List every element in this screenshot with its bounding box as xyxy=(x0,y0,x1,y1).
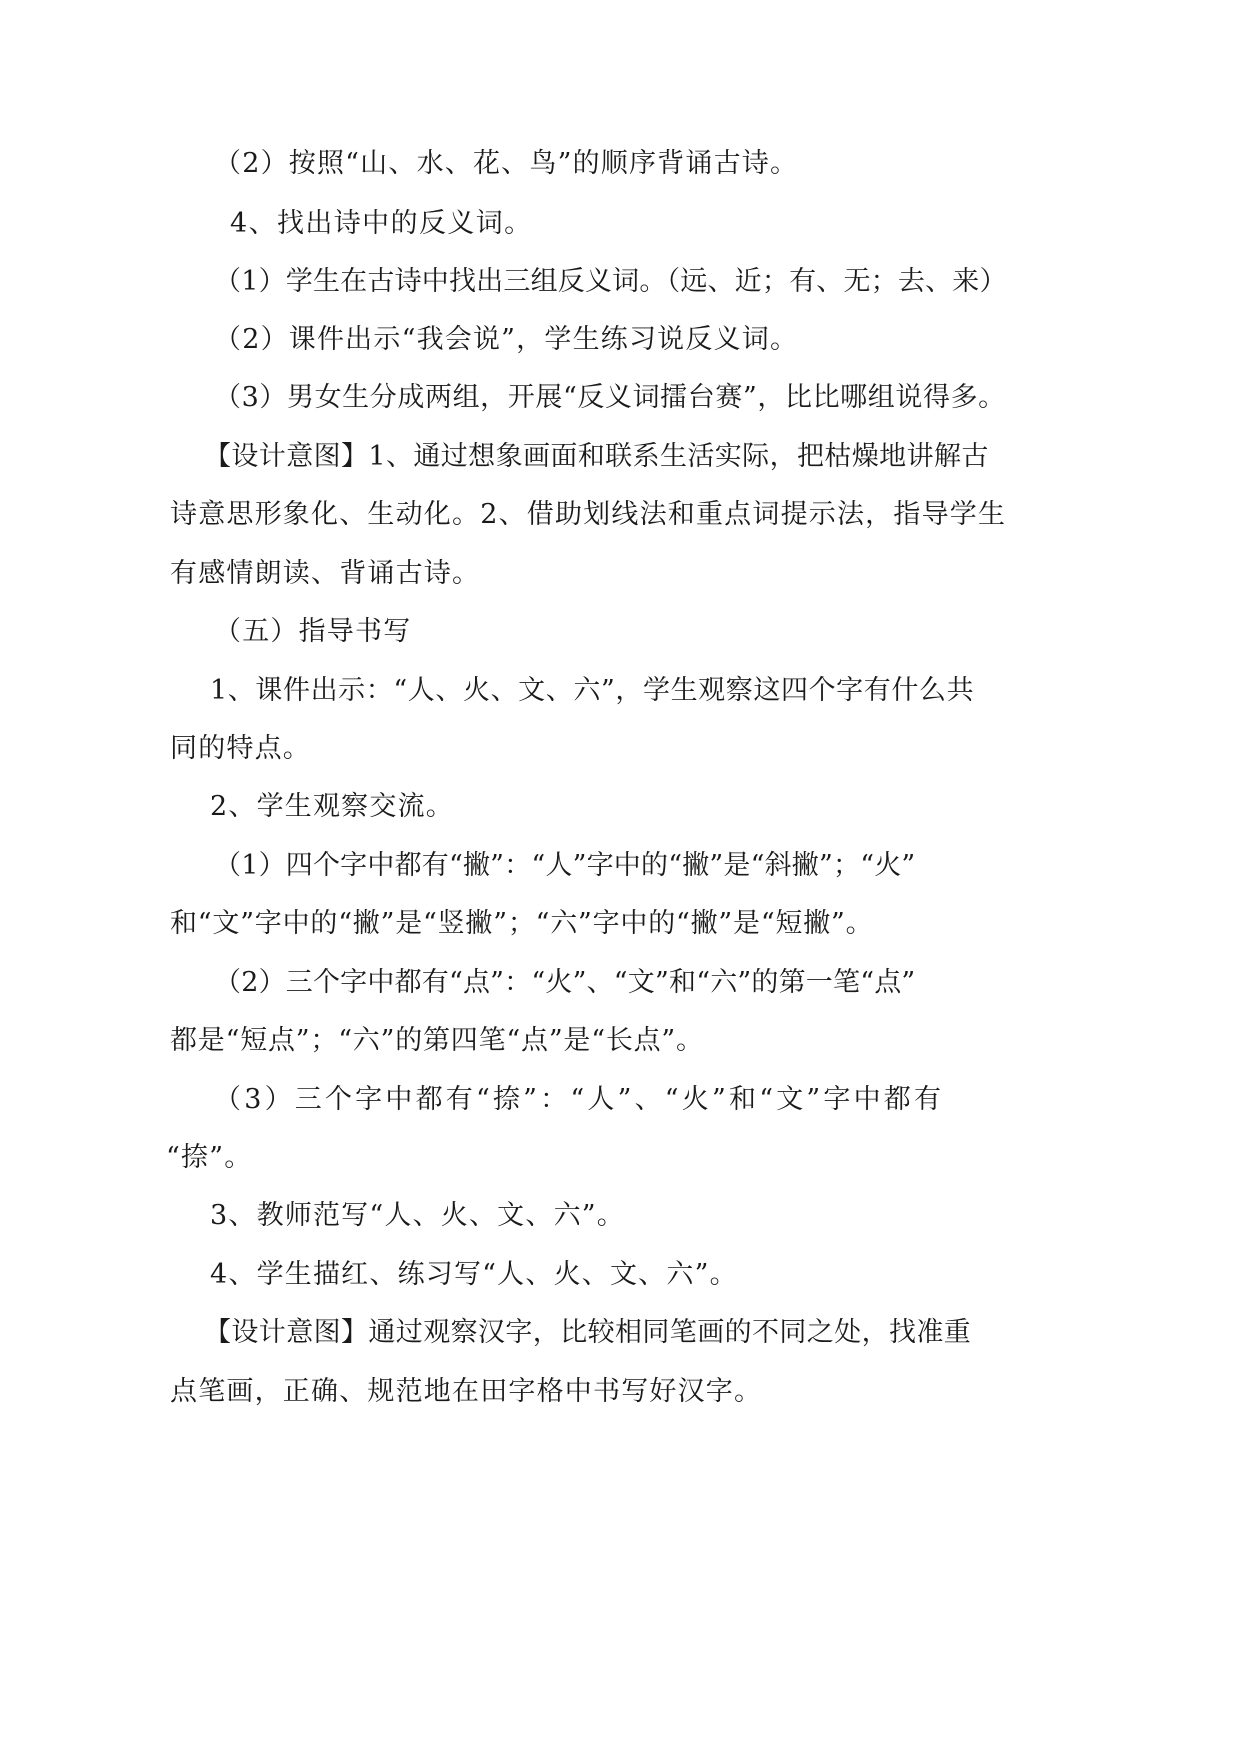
text-line: 点笔画，正确、规范地在田字格中书写好汉字。 xyxy=(170,1376,763,1407)
text-line: 【设计意图】通过观察汉字，比较相同笔画的不同之处，找准重 xyxy=(204,1317,972,1348)
text-line: 同的特点。 xyxy=(170,733,311,764)
text-line: 有感情朗读、背诵古诗。 xyxy=(170,558,481,589)
text-line: 诗意思形象化、生动化。2、借助划线法和重点词提示法，指导学生 xyxy=(170,499,1007,530)
text-line: （1）学生在古诗中找出三组反义词。（远、近；有、无；去、来） xyxy=(214,266,1007,297)
text-line: 和“文”字中的“撇”是“竖撇”；“六”字中的“撇”是“短撇”。 xyxy=(170,908,874,939)
text-line: 2、学生观察交流。 xyxy=(210,791,454,822)
text-line: 1、课件出示：“人、火、文、六”，学生观察这四个字有什么共 xyxy=(210,675,975,706)
text-line: （2）按照“山、水、花、鸟”的顺序背诵古诗。 xyxy=(214,148,799,179)
text-line: （3）男女生分成两组，开展“反义词擂台赛”，比比哪组说得多。 xyxy=(214,382,1006,413)
text-line: （3）三个字中都有“捺”：“人”、“火”和“文”字中都有 xyxy=(214,1084,945,1115)
text-line: （2）课件出示“我会说”，学生练习说反义词。 xyxy=(214,324,799,355)
text-line: 4、学生描红、练习写“人、火、文、六”。 xyxy=(210,1259,738,1290)
section-heading: （五）指导书写 xyxy=(214,616,412,647)
text-line: （2）三个字中都有“点”：“火”、“文”和“六”的第一笔“点” xyxy=(214,967,916,998)
text-line: “捺”。 xyxy=(166,1142,253,1173)
text-line: 4、找出诗中的反义词。 xyxy=(230,208,533,239)
text-line: 都是“短点”；“六”的第四笔“点”是“长点”。 xyxy=(170,1025,704,1056)
text-line: （1）四个字中都有“撇”：“人”字中的“撇”是“斜撇”；“火” xyxy=(214,850,916,881)
text-line: 3、教师范写“人、火、文、六”。 xyxy=(210,1200,625,1231)
text-line: 【设计意图】1、通过想象画面和联系生活实际，把枯燥地讲解古 xyxy=(204,441,989,472)
